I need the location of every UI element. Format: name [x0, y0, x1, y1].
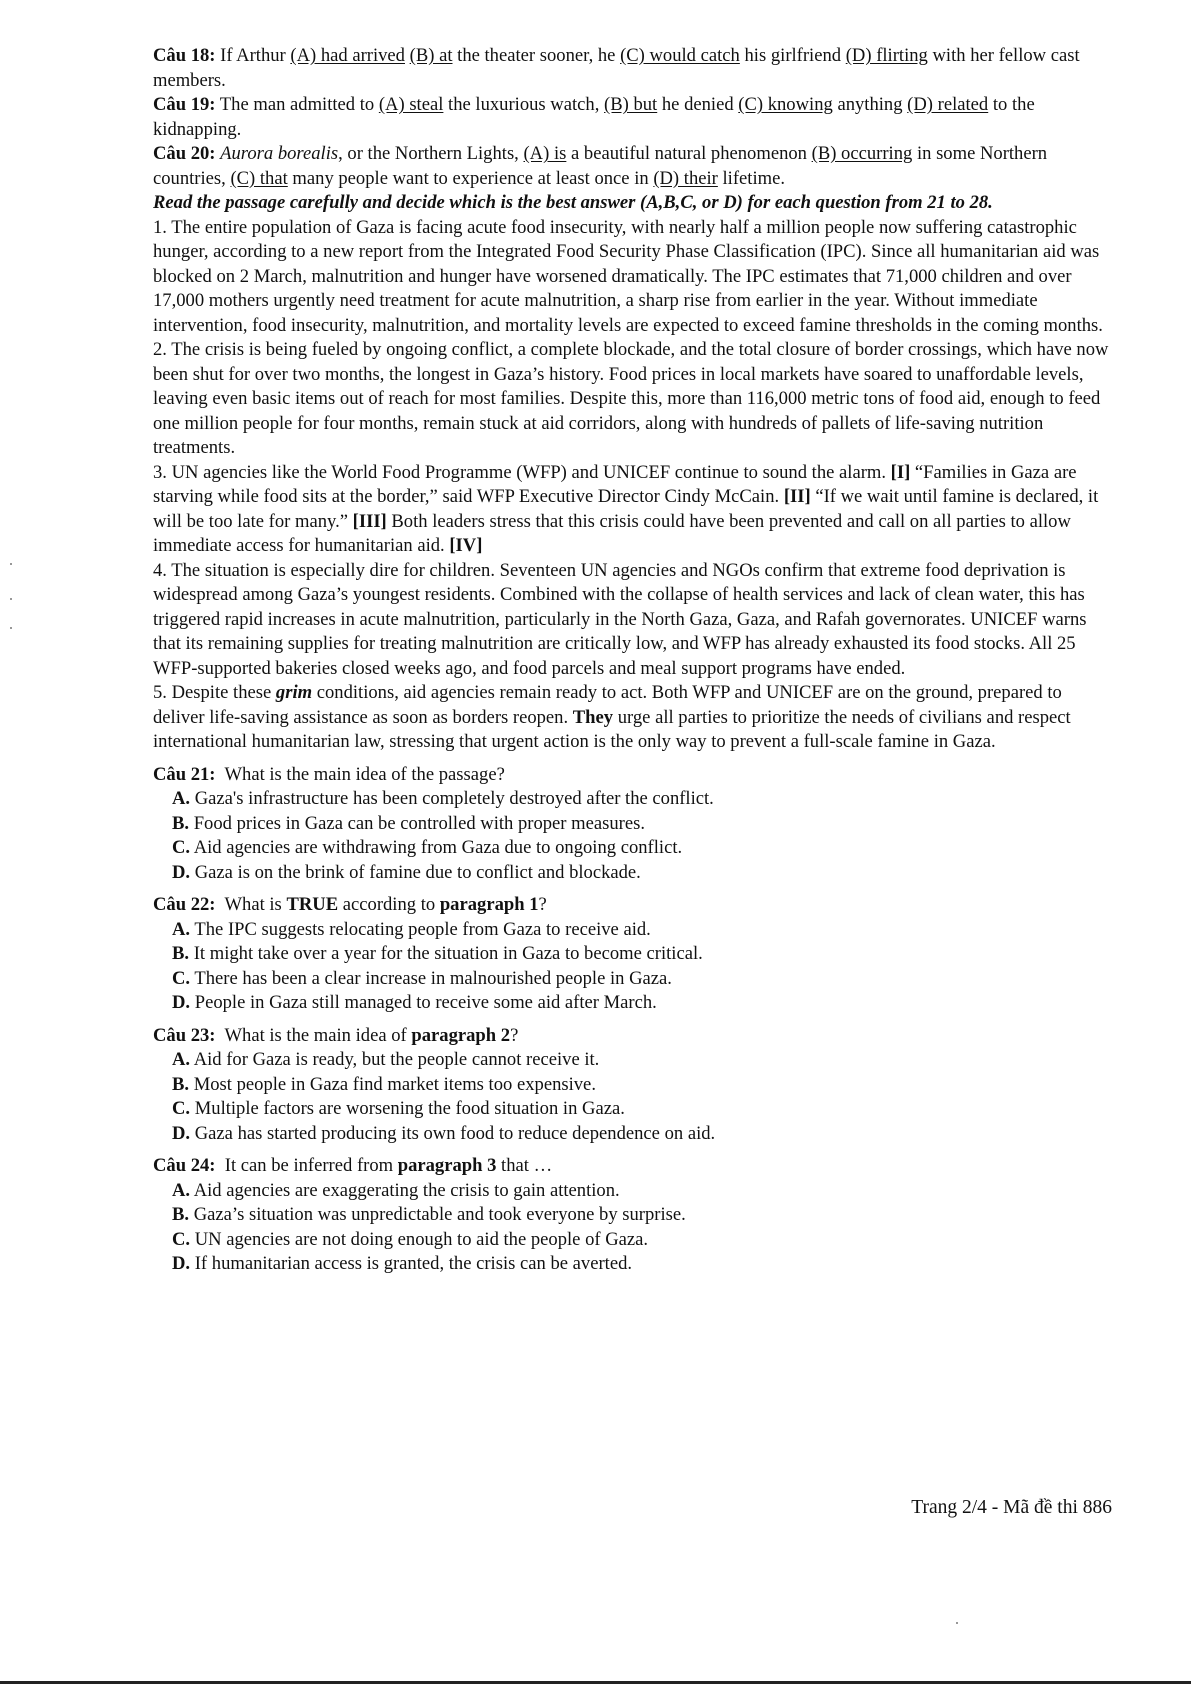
- option-text: It might take over a year for the situation in Gaza to become critical.: [193, 943, 703, 964]
- option-c-underlined: (C) knowing: [738, 94, 833, 115]
- option-d-underlined: (D) flirting: [845, 45, 928, 66]
- question-text: his girlfriend: [739, 45, 846, 66]
- highlighted-word-grim: grim: [275, 682, 313, 703]
- question-text: ?: [538, 894, 547, 915]
- option-letter: B.: [172, 1204, 190, 1225]
- question-text: What is the main idea of: [224, 1024, 412, 1046]
- question-text: What is the main idea of the passage?: [224, 763, 505, 785]
- passage-paragraph-2: 2. The crisis is being fueled by ongoing conflict, a complete blockade, and the total closure of border crossings, which have now been shut for over two months, the longest in Gaza’s history. Food prices in local markets have soared to unaffordable levels, leaving even basic items out of reach for most families. Despite this, more than 116,000 metric tons of food aid, enough to feed one million people for four months, remain stuck at aid corridors, along with hundreds of pallets of life-saving nutrition treatments.: [153, 339, 1109, 458]
- question-text: It can be inferred from: [224, 1155, 398, 1176]
- option-b: [153, 1073, 1113, 1098]
- option-text: UN agencies are not doing enough to aid the people of Gaza.: [194, 1228, 649, 1250]
- question-24-options: [153, 1179, 1113, 1277]
- question-emphasis: paragraph 2: [411, 1024, 511, 1046]
- page-content: [153, 44, 1113, 1285]
- option-text: There has been a clear increase in malnourished people in Gaza.: [194, 967, 672, 989]
- option-letter: B.: [172, 1073, 190, 1095]
- option-b: [153, 942, 1113, 967]
- option-text: Gaza's infrastructure has been completely destroyed after the conflict.: [194, 788, 714, 809]
- question-text: that …: [496, 1155, 553, 1176]
- question-label: Câu 24:: [153, 1155, 216, 1176]
- paragraph-text: urge all parties to prioritize the needs of civilians and respect international humanitarian law, stressing that urgent action is the only way to prevent a full-scale famine in Gaza.: [153, 706, 1071, 752]
- question-label: Câu 20:: [153, 143, 216, 164]
- highlighted-word-they: They: [572, 706, 614, 728]
- question-text: many people want to experience at least once in: [287, 167, 654, 189]
- question-text: , or the Northern Lights,: [338, 143, 524, 164]
- page-footer: Trang 2/4 - Mã đề thi 886: [911, 1497, 1112, 1518]
- option-a: [153, 787, 1113, 812]
- option-letter: A.: [172, 788, 191, 809]
- question-text: with her fellow cast members.: [153, 45, 1080, 91]
- option-a-underlined: (A) steal: [378, 94, 444, 115]
- question-21-options: [153, 787, 1113, 885]
- option-c: [153, 836, 1113, 861]
- option-c-underlined: (C) that: [230, 167, 288, 189]
- passage-paragraph-3: [153, 461, 1113, 559]
- reading-instruction: Read the passage carefully and decide which is the best answer (A,B,C, or D) for each question from 21 to 28.: [153, 192, 993, 213]
- question-label: Câu 18:: [153, 45, 216, 66]
- option-text: Gaza has started producing its own food to reduce dependence on aid.: [194, 1122, 716, 1144]
- option-text: Gaza is on the brink of famine due to conflict and blockade.: [194, 861, 641, 883]
- option-letter: C.: [172, 837, 191, 858]
- option-c-underlined: (C) would catch: [620, 45, 740, 66]
- option-text: Most people in Gaza find market items too expensive.: [193, 1073, 596, 1095]
- option-text: Aid agencies are exaggerating the crisis to gain attention.: [193, 1179, 620, 1201]
- question-text: What is: [224, 894, 287, 915]
- option-a-underlined: (A) had arrived: [290, 45, 405, 66]
- option-c: [153, 1097, 1113, 1122]
- option-letter: C.: [172, 1098, 191, 1119]
- scan-speck: [10, 563, 12, 565]
- passage-paragraph-4: 4. The situation is especially dire for children. Seventeen UN agencies and NGOs confirm that extreme food deprivation is widespread among Gaza’s youngest residents. Combined with the collapse of health services and lack of clean water, this has triggered rapid increases in acute malnutrition, particularly in the North Gaza, Gaza, and Rafah governorates. UNICEF warns that its remaining supplies for treating malnutrition are critically low, and WFP has already exhausted its food stocks. All 25 WFP-supported bakeries closed weeks ago, and food parcels and meal support programs have ended.: [153, 559, 1087, 679]
- option-a: [153, 1179, 1113, 1204]
- option-d-underlined: (D) their: [653, 167, 718, 189]
- option-text: Food prices in Gaza can be controlled with proper measures.: [193, 812, 645, 834]
- option-letter: B.: [172, 812, 190, 834]
- option-letter: A.: [172, 1049, 191, 1070]
- option-b-underlined: (B) but: [604, 94, 658, 115]
- question-23-options: [153, 1048, 1113, 1146]
- insertion-marker-4: [IV]: [449, 535, 483, 556]
- question-text: If Arthur: [215, 45, 291, 66]
- question-21-stem: [153, 763, 1113, 788]
- option-text: Aid agencies are withdrawing from Gaza due to ongoing conflict.: [193, 837, 683, 858]
- scan-speck: [956, 1622, 958, 1624]
- question-emphasis: paragraph 3: [397, 1155, 497, 1176]
- option-b: [153, 1203, 1113, 1228]
- question-text: ?: [510, 1024, 519, 1046]
- question-22-stem: [153, 893, 1113, 918]
- question-label: Câu 22:: [153, 894, 216, 915]
- option-text: Gaza’s situation was unpredictable and took everyone by surprise.: [193, 1204, 686, 1225]
- option-text: If humanitarian access is granted, the crisis can be averted.: [194, 1253, 633, 1274]
- question-label: Câu 21:: [153, 763, 216, 785]
- passage-paragraph-1: 1. The entire population of Gaza is facing acute food insecurity, with nearly half a million people now suffering catastrophic hunger, according to a new report from the Integrated Food Security Phase Classification (IPC). Since all humanitarian aid was blocked on 2 March, malnutrition and hunger have worsened dramatically. The IPC estimates that 71,000 children and over 17,000 mothers urgently need treatment for acute malnutrition, a sharp rise from earlier in the year. Without immediate intervention, food insecurity, malnutrition, and mortality levels are expected to exceed famine thresholds in the coming months.: [153, 216, 1103, 336]
- question-text: the theater sooner, he: [452, 45, 621, 66]
- option-letter: C.: [172, 1228, 191, 1250]
- option-c: [153, 1228, 1113, 1253]
- option-c: [153, 967, 1113, 992]
- option-d: [153, 991, 1113, 1016]
- option-a: [153, 1048, 1113, 1073]
- question-18: [153, 44, 1113, 93]
- question-20: [153, 142, 1113, 191]
- question-emphasis: paragraph 1: [439, 894, 539, 915]
- question-text: The man admitted to: [215, 94, 379, 115]
- scan-speck: [10, 627, 12, 629]
- question-emphasis: TRUE: [286, 894, 339, 915]
- paragraph-text: 3. UN agencies like the World Food Programme (WFP) and UNICEF continue to sound the alarm.: [153, 461, 891, 483]
- option-letter: A.: [172, 1179, 191, 1201]
- option-a: [153, 918, 1113, 943]
- option-letter: D.: [172, 992, 191, 1013]
- insertion-marker-3: [III]: [352, 510, 387, 532]
- option-b-underlined: (B) occurring: [811, 143, 913, 164]
- option-a-underlined: (A) is: [523, 143, 567, 164]
- question-text: in some Northern countries,: [153, 143, 1048, 189]
- scan-speck: [10, 598, 12, 600]
- option-letter: B.: [172, 943, 190, 964]
- question-text: a beautiful natural phenomenon: [566, 143, 812, 164]
- option-text: People in Gaza still managed to receive some aid after March.: [194, 992, 657, 1013]
- option-text: The IPC suggests relocating people from Gaza to receive aid.: [194, 918, 651, 940]
- question-text: anything: [832, 94, 908, 115]
- option-d: [153, 1252, 1113, 1277]
- question-19: [153, 93, 1113, 142]
- question-text: he denied: [657, 94, 739, 115]
- question-text: the luxurious watch,: [443, 94, 605, 115]
- question-23-stem: [153, 1024, 1113, 1049]
- paragraph-text: conditions, aid agencies remain ready to act. Both WFP and UNICEF are on the ground, prepared to deliver life-saving assistance as soon as borders reopen.: [153, 682, 1062, 728]
- paragraph-text: 5. Despite these: [153, 682, 276, 703]
- option-b-underlined: (B) at: [409, 45, 453, 66]
- option-d-underlined: (D) related: [907, 94, 989, 115]
- passage-paragraph-5: [153, 681, 1113, 755]
- paragraph-text: Both leaders stress that this crisis could have been prevented and call on all parties to allow immediate access for humanitarian aid.: [153, 510, 1071, 556]
- question-22-options: [153, 918, 1113, 1016]
- insertion-marker-1: [I]: [890, 461, 911, 483]
- option-d: [153, 861, 1113, 886]
- page-bottom-edge: [0, 1681, 1191, 1684]
- insertion-marker-2: [II]: [783, 486, 811, 507]
- italic-term: Aurora borealis: [220, 143, 339, 164]
- option-d: [153, 1122, 1113, 1147]
- option-text: Aid for Gaza is ready, but the people cannot receive it.: [193, 1049, 600, 1070]
- option-letter: D.: [172, 1122, 191, 1144]
- question-text: to the kidnapping.: [153, 94, 1035, 140]
- option-text: Multiple factors are worsening the food situation in Gaza.: [194, 1098, 625, 1119]
- paragraph-text: “Families in Gaza are starving while food sits at the border,” said WFP Executive Director Cindy McCain.: [153, 461, 1077, 507]
- question-text: according to: [338, 894, 440, 915]
- question-label: Câu 19:: [153, 94, 216, 115]
- option-letter: C.: [172, 967, 191, 989]
- option-letter: A.: [172, 918, 191, 940]
- option-letter: D.: [172, 861, 191, 883]
- option-b: [153, 812, 1113, 837]
- paragraph-text: “If we wait until famine is declared, it will be too late for many.”: [153, 486, 1099, 532]
- question-24-stem: [153, 1154, 1113, 1179]
- question-text: lifetime.: [717, 167, 785, 189]
- option-letter: D.: [172, 1253, 191, 1274]
- question-label: Câu 23:: [153, 1024, 216, 1046]
